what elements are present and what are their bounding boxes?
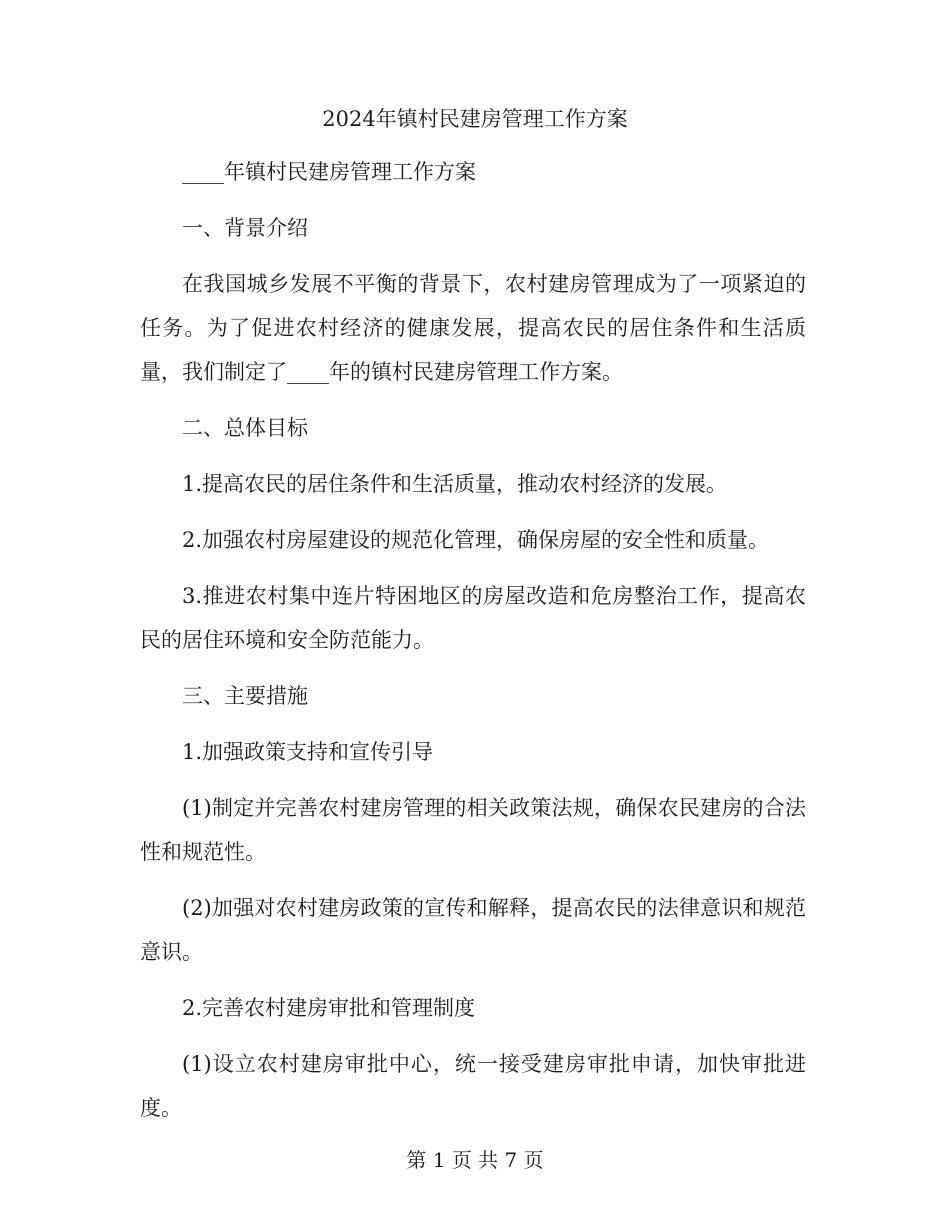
goal-item-2: 2.加强农村房屋建设的规范化管理，确保房屋的安全性和质量。 [182,528,770,552]
page-footer: 第 1 页 共 7 页 [406,1148,544,1172]
measure-heading-2: 2.完善农村建房审批和管理制度 [182,996,476,1020]
measure-item-2-1: (1)设立农村建房审批中心，统一接受建房审批申请，加快审批进度。 [140,1052,806,1120]
measure-item-1-2: (2)加强对农村建房政策的宣传和解释，提高农民的法律意识和规范意识。 [140,896,806,964]
subtitle-paragraph: ____年镇村民建房管理工作方案 [182,160,476,184]
document-title: 2024年镇村民建房管理工作方案 [322,107,628,131]
body-paragraph: 在我国城乡发展不平衡的背景下，农村建房管理成为了一项紧迫的任务。为了促进农村经济的健康发展，提高农民的居住条件和生活质量，我们制定了____年的镇村民建房管理工作方案。 [140,272,806,384]
section-heading-goals: 二、总体目标 [182,416,308,440]
measure-item-1-1: (1)制定并完善农村建房管理的相关政策法规，确保农民建房的合法性和规范性。 [140,796,806,864]
section-heading-measures: 三、主要措施 [182,684,308,708]
section-heading-background: 一、背景介绍 [182,216,308,240]
document-body [140,150,806,1142]
goal-item-3: 3.推进农村集中连片特困地区的房屋改造和危房整治工作，提高农民的居住环境和安全防范能力。 [140,584,806,652]
measure-heading-1: 1.加强政策支持和宣传引导 [182,740,434,764]
goal-item-1: 1.提高农民的居住条件和生活质量，推动农村经济的发展。 [182,472,728,496]
